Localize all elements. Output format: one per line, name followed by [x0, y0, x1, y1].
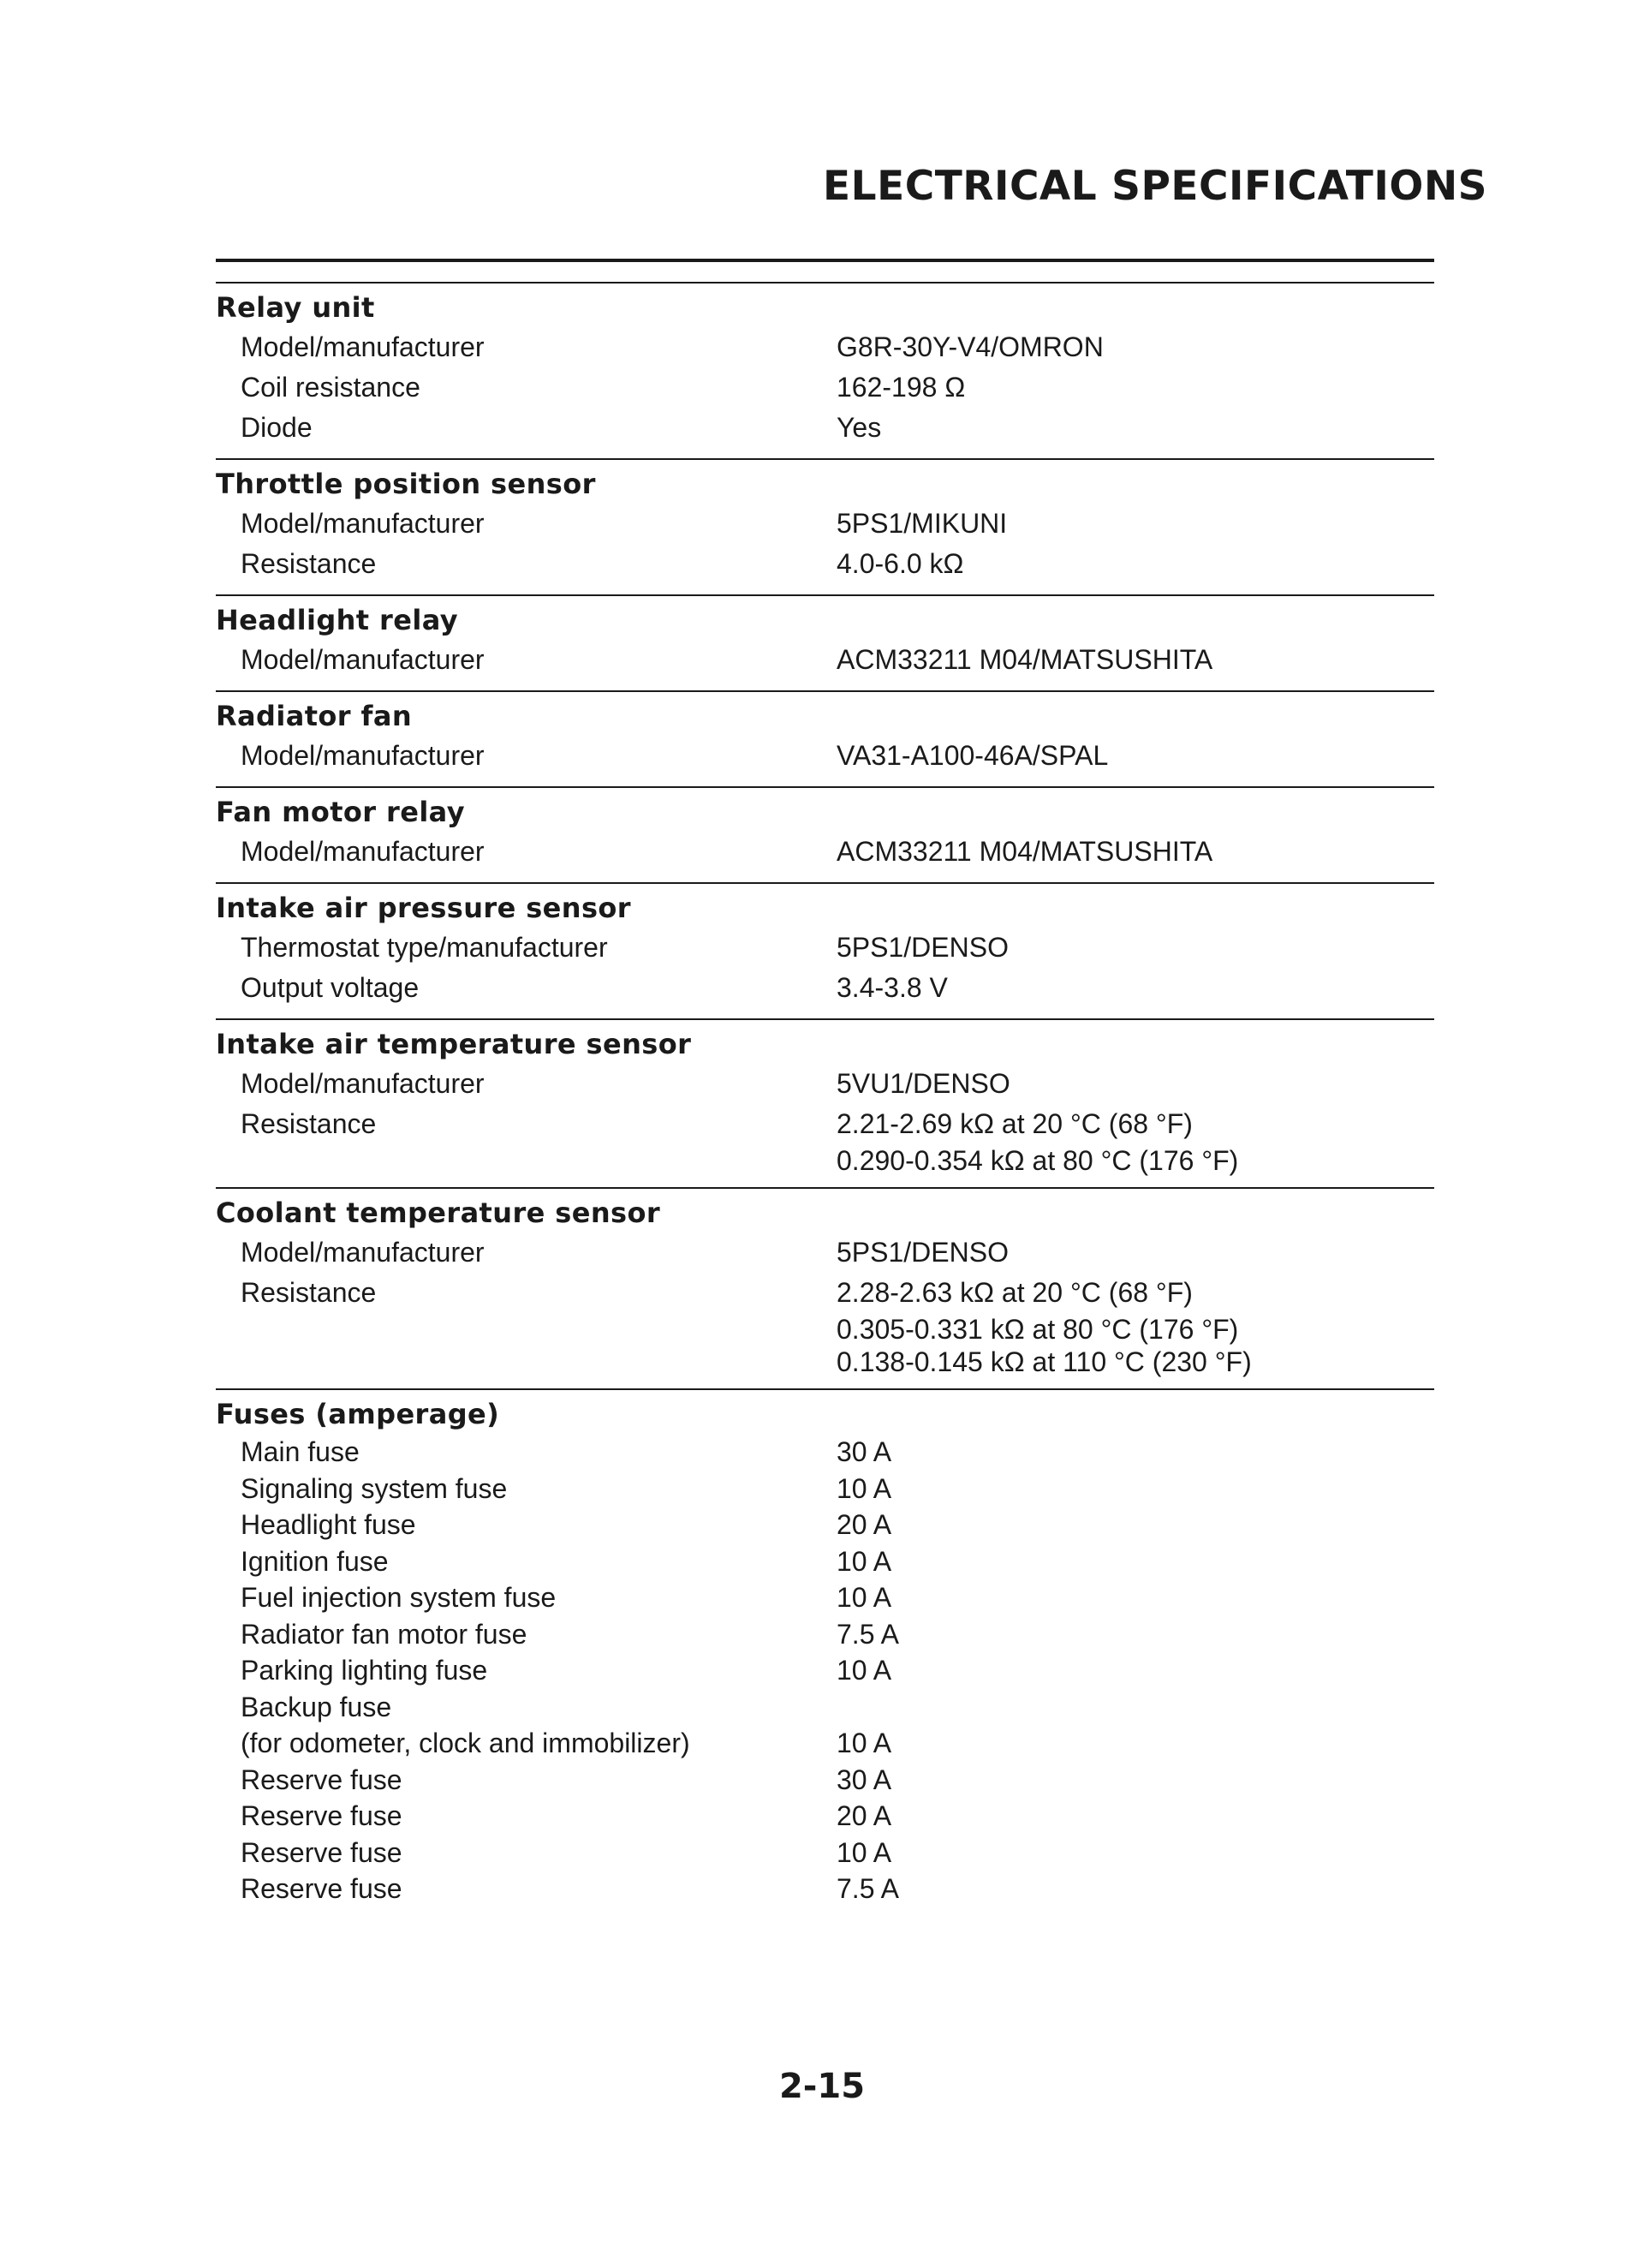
fuse-value: 20 A	[837, 1509, 892, 1540]
spec-value	[837, 504, 1434, 544]
section-title: Fan motor relay	[216, 796, 465, 828]
spec-value	[837, 327, 1434, 367]
spec-row	[216, 736, 1434, 776]
fuse-label: Ignition fuse	[241, 1545, 389, 1577]
fuse-label: Reserve fuse	[241, 1836, 402, 1868]
fuse-label: Reserve fuse	[241, 1873, 402, 1904]
fuse-row	[216, 1434, 1434, 1471]
spec-value-line: 5VU1/DENSO	[837, 1068, 1010, 1099]
fuse-value: 20 A	[837, 1800, 892, 1831]
spec-value-line: 2.21-2.69 kΩ at 20 °C (68 °F)	[837, 1108, 1193, 1139]
spec-row	[216, 1104, 1434, 1177]
spec-label: Model/manufacturer	[241, 1237, 485, 1268]
spec-value-line: VA31-A100-46A/SPAL	[837, 740, 1109, 771]
spec-row	[216, 968, 1434, 1008]
fuse-label: Reserve fuse	[241, 1800, 402, 1831]
spec-label: Resistance	[241, 548, 377, 579]
spec-section	[216, 284, 1434, 460]
fuses-section	[216, 1390, 1434, 1918]
spec-value	[837, 1232, 1434, 1273]
fuse-row	[216, 1689, 1434, 1726]
fuse-row	[216, 1762, 1434, 1799]
section-title: Intake air temperature sensor	[216, 1028, 692, 1060]
spec-value-line: Yes	[837, 412, 882, 443]
spec-label: Coil resistance	[241, 372, 420, 403]
spec-row	[216, 544, 1434, 584]
fuse-row	[216, 1835, 1434, 1871]
fuse-value: 10 A	[837, 1545, 892, 1577]
spec-label: Resistance	[241, 1277, 377, 1308]
spec-row	[216, 1232, 1434, 1273]
spec-value	[837, 832, 1434, 872]
fuse-row	[216, 1725, 1434, 1762]
fuse-label: Headlight fuse	[241, 1509, 416, 1540]
spec-label: Model/manufacturer	[241, 836, 485, 867]
fuse-label: Radiator fan motor fuse	[241, 1618, 527, 1650]
fuse-row	[216, 1652, 1434, 1689]
fuse-label: Parking lighting fuse	[241, 1655, 488, 1686]
spec-value-line: ACM33211 M04/MATSUSHITA	[837, 644, 1213, 675]
spec-row	[216, 832, 1434, 872]
spec-label: Thermostat type/manufacturer	[241, 932, 608, 963]
spec-row	[216, 640, 1434, 680]
section-title: Intake air pressure sensor	[216, 892, 631, 924]
spec-value-line: 4.0-6.0 kΩ	[837, 548, 964, 579]
spec-value-line: 0.305-0.331 kΩ at 80 °C (176 °F)	[837, 1314, 1239, 1345]
fuse-label: Reserve fuse	[241, 1764, 402, 1795]
fuse-label: Backup fuse	[241, 1691, 392, 1722]
fuse-value	[837, 1689, 1434, 1726]
spec-row	[216, 1064, 1434, 1104]
spec-value	[837, 968, 1434, 1008]
spec-value	[837, 928, 1434, 968]
section-title: Coolant temperature sensor	[216, 1197, 661, 1229]
fuse-row	[216, 1507, 1434, 1543]
spec-value	[837, 544, 1434, 584]
fuse-label: Fuel injection system fuse	[241, 1582, 557, 1613]
fuse-value: 10 A	[837, 1472, 892, 1504]
fuse-value: 7.5 A	[837, 1873, 899, 1904]
fuse-row	[216, 1616, 1434, 1653]
spec-value-line: 0.290-0.354 kΩ at 80 °C (176 °F)	[837, 1145, 1239, 1176]
spec-label: Model/manufacturer	[241, 331, 485, 362]
fuse-value: 10 A	[837, 1836, 892, 1868]
fuse-row	[216, 1798, 1434, 1835]
spec-row	[216, 327, 1434, 367]
spec-value	[837, 640, 1434, 680]
spec-value	[837, 1064, 1434, 1104]
fuse-row	[216, 1871, 1434, 1907]
spec-value	[837, 1273, 1434, 1378]
fuse-row	[216, 1579, 1434, 1616]
spec-value	[837, 736, 1434, 776]
fuse-label: (for odometer, clock and immobilizer)	[241, 1728, 690, 1758]
spec-label: Model/manufacturer	[241, 644, 485, 675]
spec-value-line: G8R-30Y-V4/OMRON	[837, 331, 1104, 362]
spec-value-line: ACM33211 M04/MATSUSHITA	[837, 836, 1213, 867]
fuse-value: 30 A	[837, 1764, 892, 1795]
page-number: 2-15	[778, 2067, 866, 2106]
spec-value-line: 2.28-2.63 kΩ at 20 °C (68 °F)	[837, 1277, 1193, 1308]
spec-value-line: 5PS1/MIKUNI	[837, 508, 1008, 539]
spec-section	[216, 692, 1434, 788]
fuse-value: 30 A	[837, 1436, 892, 1467]
spec-value	[837, 367, 1434, 408]
fuse-label: Main fuse	[241, 1436, 360, 1467]
fuse-value: 7.5 A	[837, 1618, 899, 1650]
section-title: Headlight relay	[216, 604, 458, 636]
spec-section	[216, 884, 1434, 1020]
spec-value	[837, 1104, 1434, 1177]
section-title: Throttle position sensor	[216, 468, 596, 500]
spec-table	[216, 284, 1434, 1918]
spec-section	[216, 1189, 1434, 1390]
section-title: Fuses (amperage)	[216, 1398, 500, 1430]
spec-label: Model/manufacturer	[241, 1068, 485, 1099]
spec-label: Model/manufacturer	[241, 740, 485, 771]
spec-value-line: 5PS1/DENSO	[837, 932, 1009, 963]
spec-section	[216, 788, 1434, 884]
spec-row	[216, 367, 1434, 408]
fuse-row	[216, 1543, 1434, 1580]
spec-value-line: 162-198 Ω	[837, 372, 966, 403]
spec-value-line: 3.4-3.8 V	[837, 972, 948, 1003]
header-rule-thick	[216, 259, 1434, 262]
spec-section	[216, 460, 1434, 596]
spec-row	[216, 1273, 1434, 1378]
fuse-value: 10 A	[837, 1728, 892, 1758]
fuse-label: Signaling system fuse	[241, 1472, 508, 1504]
spec-label: Diode	[241, 412, 313, 443]
section-title: Radiator fan	[216, 700, 413, 732]
section-title: Relay unit	[216, 291, 375, 324]
spec-label: Output voltage	[241, 972, 420, 1003]
spec-value	[837, 408, 1434, 448]
spec-value-line: 0.138-0.145 kΩ at 110 °C (230 °F)	[837, 1346, 1252, 1377]
spec-section	[216, 1020, 1434, 1189]
spec-value-line: 5PS1/DENSO	[837, 1237, 1009, 1268]
fuse-value: 10 A	[837, 1582, 892, 1613]
fuse-row	[216, 1471, 1434, 1507]
spec-row	[216, 928, 1434, 968]
page-title: ELECTRICAL SPECIFICATIONS	[823, 163, 1487, 210]
spec-section	[216, 596, 1434, 692]
spec-label: Model/manufacturer	[241, 508, 485, 539]
spec-label: Resistance	[241, 1108, 377, 1139]
spec-row	[216, 504, 1434, 544]
fuse-value: 10 A	[837, 1655, 892, 1686]
spec-row	[216, 408, 1434, 448]
